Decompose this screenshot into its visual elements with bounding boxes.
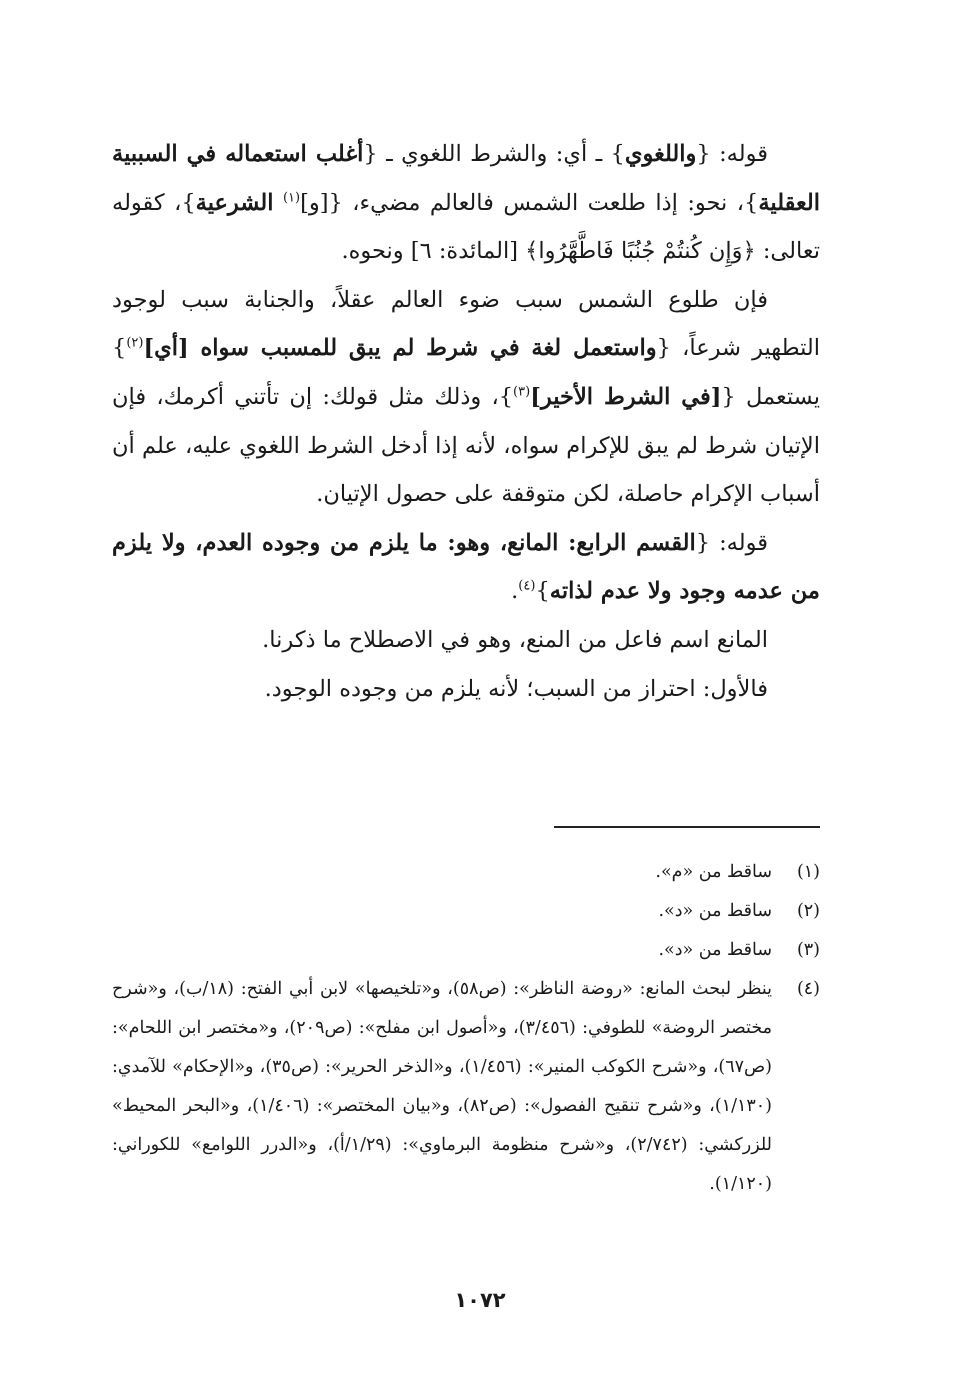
p1-space <box>274 190 283 216</box>
p3-end: . <box>511 578 519 605</box>
footnote-text: ساقط من «د». <box>658 901 772 921</box>
footnote-ref-2: (٢) <box>126 335 144 351</box>
p2-rest: }، وذلك مثل قولك: إن تأتني أكرمك، فإن الإتيان شرط لم يبق للإكرام سواه، لأنه إذا أدخل الشرط اللغوي عليه، علم أن أسباب الإكرام حاصلة، لكن متوقفة على حصول الإتيان. <box>112 383 820 508</box>
page-number: ١٠٧٢ <box>454 1288 506 1312</box>
footnote-ref-3: (٣) <box>513 384 531 400</box>
footnote-text: ساقط من «د». <box>658 940 772 960</box>
p2-lead: فإن طلوع الشمس سبب ضوء العالم عقلاً، والجنابة سبب لوجود التطهير شرعاً، { <box>112 286 820 362</box>
p2-bold-2: [في الشرط الأخير] <box>530 383 722 410</box>
p1-mid: } ـ أي: والشرط اللغوي ـ { <box>363 141 625 167</box>
footnote-ref-1: (١) <box>282 190 301 206</box>
footnote-text: ساقط من «م». <box>655 862 772 882</box>
p1-bold-1: واللغوي <box>624 141 697 167</box>
paragraph-2 <box>112 276 820 519</box>
paragraph-5: فالأول: احتراز من السبب؛ لأنه يلزم من وجوده الوجود. <box>264 675 768 702</box>
footnote-ref-4: (٤) <box>518 578 536 594</box>
p3-lead: قوله: { <box>695 529 768 556</box>
p1-example: }، نحو: إذا طلعت الشمس فالعالم مضيء، {[و] <box>300 189 759 216</box>
p3-close: } <box>535 578 550 605</box>
main-text <box>112 130 820 713</box>
p3-bold: القسم الرابع: المانع، وهو: ما يلزم من وجوده العدم، ولا يلزم من عدمه وجود ولا عدم لذاته <box>112 529 820 605</box>
footnote-number: (٤) <box>796 979 820 999</box>
footnote-number: (٣) <box>796 940 820 960</box>
paragraph-3 <box>112 519 820 616</box>
footnote-number: (١) <box>796 862 820 882</box>
paragraph-1 <box>112 130 820 276</box>
p1-quote: }، كقوله تعالى: ﴿وَإِن كُنتُمْ جُنُبًا فَاطَّهَّرُوا﴾ [المائدة: ٦] ونحوه. <box>112 189 820 265</box>
footnote-text: ينظر لبحث المانع: «روضة الناظر»: (ص٥٨)، و«تلخيصها» لابن أبي الفتح: (١٨/ب)، و«شرح مختصر الروضة» للطوفي: (٣/٤٥٦)، و«أصول ابن مفلح»: (ص٢٠٩)، و«مختصر ابن اللحام»: (ص٦٧)، و«شرح الكوكب المنير»: (١/٤٥٦)، و«الذخر الحرير»: (ص٣٥)، و«الإحكام» للآمدي: (١/١٣٠)، و«شرح تنقيح الفصول»: (ص٨٢)، و«بيان المختصر»: (١/٤٠٦)، و«البحر المحيط» للزركشي: (٢/٧٤٢)، و«شرح منظومة البرماوي»: (١/٢٩/أ)، و«الدرر اللوامع» للكوراني: (١/١٢٠). <box>112 979 773 1194</box>
page-content <box>112 130 820 1194</box>
footnote-separator <box>554 826 820 828</box>
footnote-number: (٢) <box>796 901 820 921</box>
p2-mid: } يستعمل { <box>112 335 820 410</box>
p1-lead: قوله: { <box>696 141 768 167</box>
footnote-3 <box>112 931 820 970</box>
footnotes <box>112 853 820 1204</box>
footnote-1 <box>112 853 820 892</box>
p1-bold-3: الشرعية <box>195 189 274 216</box>
footnote-2 <box>112 892 820 931</box>
p1-bold-2: أغلب استعماله في السببية العقلية <box>112 141 820 216</box>
paragraph-4: المانع اسم فاعل من المنع، وهو في الاصطلاح ما ذكرنا. <box>262 626 768 653</box>
p2-bold-1: واستعمل لغة في شرط لم يبق للمسبب سواه [أي] <box>143 335 657 362</box>
footnote-4 <box>112 970 820 1204</box>
